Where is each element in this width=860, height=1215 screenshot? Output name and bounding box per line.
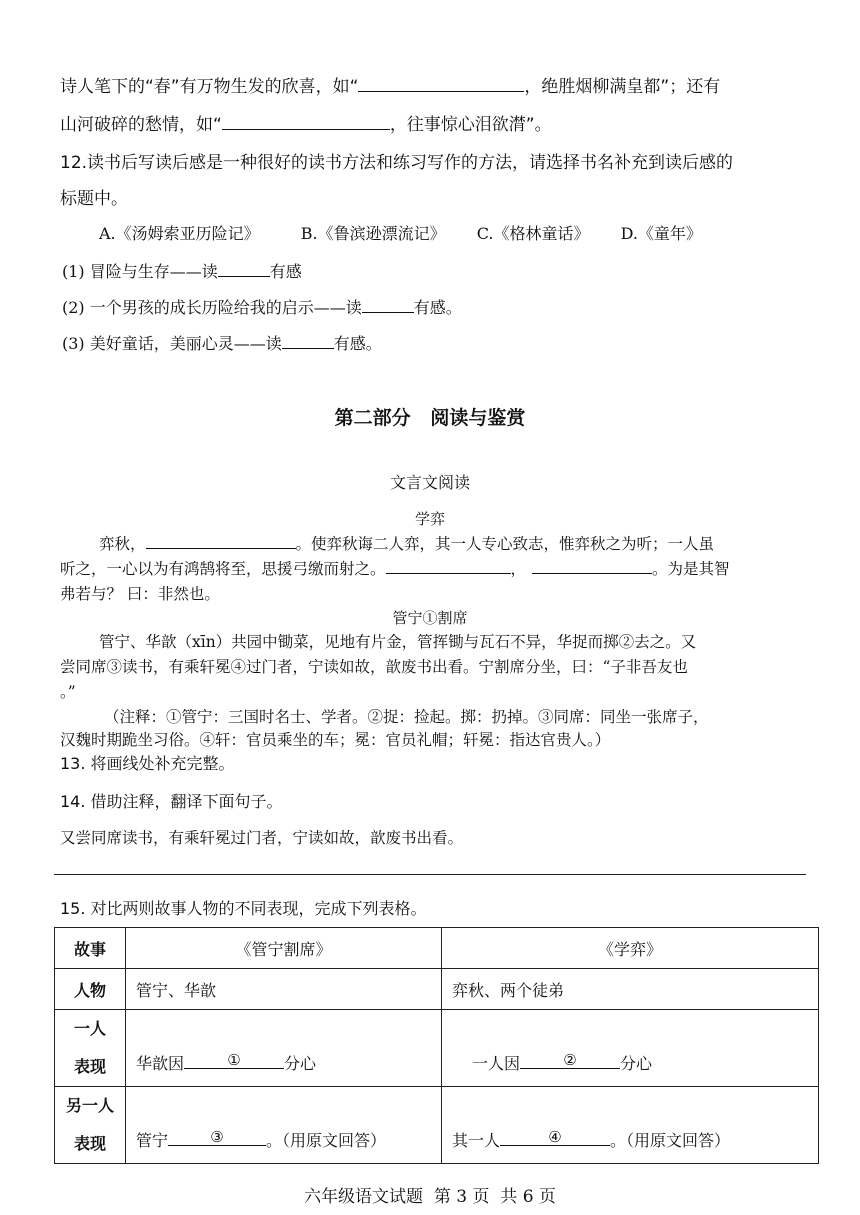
option-c: C.《格林童话》 xyxy=(476,224,590,243)
q12-item-3-text: (3) 美好童话，美丽心灵——读 xyxy=(62,334,282,353)
poem-line-2-a: 山河破碎的愁情，如“ xyxy=(60,115,222,135)
poem-line-1-b: ，绝胜烟柳满皇都”；还有 xyxy=(524,77,721,97)
q12-item-2 xyxy=(62,296,860,320)
table-row xyxy=(55,1010,819,1087)
answer-blank-2[interactable] xyxy=(222,113,390,130)
blank-number-1: ① xyxy=(227,1051,241,1069)
other-2-prefix: 其一人 xyxy=(452,1131,501,1150)
table-row xyxy=(55,928,819,969)
one-person-cell-2 xyxy=(442,1010,819,1087)
poem-line-1 xyxy=(60,75,860,99)
one-2-suffix: 分心 xyxy=(620,1054,653,1073)
q12-item-1-text: (1) 冒险与生存——读 xyxy=(62,262,218,281)
answer-line[interactable] xyxy=(54,874,806,875)
q12-item-1-suffix: 有感 xyxy=(269,262,302,281)
table-blank-4[interactable] xyxy=(500,1129,610,1146)
guanning-note-2: 汉魏时期跪坐习俗。④轩：官员乘坐的车；冕：官员礼帽；轩冕：指达官贵人。） xyxy=(60,731,611,749)
xueyi-blank-1[interactable] xyxy=(146,532,296,549)
story-1-title: 《管宁割席》 xyxy=(126,928,442,969)
table-blank-3[interactable] xyxy=(168,1129,266,1146)
xueyi-line-3: 弗若与？ 曰：非然也。 xyxy=(60,585,220,603)
header-story: 故事 xyxy=(55,928,126,969)
guanning-note-1: （注释：①管宁：三国时名士、学者。②捉：捡起。掷：扔掉。③同席：同坐一张席子， xyxy=(104,708,709,726)
one-person-cell-1 xyxy=(126,1010,442,1087)
xueyi-line-2-b: ， xyxy=(510,560,527,578)
header-one-person xyxy=(55,1010,126,1087)
q12-line-2: 标题中。 xyxy=(60,189,128,209)
answer-blank-1[interactable] xyxy=(358,75,524,92)
one-1-prefix: 华歆因 xyxy=(136,1054,185,1073)
header-one-person-2: 表现 xyxy=(73,1057,106,1076)
q12-blank-3[interactable] xyxy=(282,332,334,349)
option-d: D.《童年》 xyxy=(620,224,702,243)
q12-item-3-suffix: 有感。 xyxy=(333,334,382,353)
story-2-title: 《学弈》 xyxy=(442,928,819,969)
poem-line-1-a: 诗人笔下的“春”有万物生发的欣喜，如“ xyxy=(60,77,359,97)
xueyi-line-2-c: 。为是其智 xyxy=(652,560,730,578)
q12-item-2-text: (2) 一个男孩的成长历险给我的启示——读 xyxy=(62,298,362,317)
xueyi-blank-3[interactable] xyxy=(532,557,652,574)
classical-reading-title: 文言文阅读 xyxy=(389,473,470,492)
table-row xyxy=(55,1087,819,1164)
q14-sentence: 又尝同席读书，有乘轩冕过门者，宁读如故，歆废书出看。 xyxy=(60,829,464,847)
option-b: B.《鲁滨逊漂流记》 xyxy=(300,224,446,243)
xueyi-blank-2[interactable] xyxy=(386,557,511,574)
comparison-table xyxy=(54,927,819,1164)
header-one-person-1: 一人 xyxy=(73,1019,106,1038)
q12-line-1: 12.读书后写读后感是一种很好的读书方法和练习写作的方法，请选择书名补充到读后感的 xyxy=(60,153,734,173)
table-row xyxy=(55,969,819,1010)
other-person-cell-2 xyxy=(442,1087,819,1164)
blank-number-3: ③ xyxy=(210,1128,224,1146)
q12-item-3 xyxy=(62,332,860,356)
poem-line-2-b: ，往事惊心泪欲潸”。 xyxy=(389,115,552,135)
blank-number-2: ② xyxy=(563,1051,577,1069)
q14: 14. 借助注释，翻译下面句子。 xyxy=(60,792,283,811)
other-person-cell-1 xyxy=(126,1087,442,1164)
xueyi-line-1-a: 弈秋， xyxy=(99,535,146,553)
header-people: 人物 xyxy=(55,969,126,1010)
people-2: 弈秋、两个徒弟 xyxy=(442,969,819,1010)
xueyi-line-1-b: 。使弈秋诲二人弈，其一人专心致志，惟弈秋之为听；一人虽 xyxy=(295,535,715,553)
header-other-person xyxy=(55,1087,126,1164)
one-2-prefix: 一人因 xyxy=(472,1054,521,1073)
q12-item-1 xyxy=(62,260,860,284)
page-footer: 六年级语文试题 第 3 页 共 6 页 xyxy=(304,1187,556,1207)
poem-line-2 xyxy=(60,113,860,137)
q12-blank-1[interactable] xyxy=(218,260,270,277)
table-blank-2[interactable] xyxy=(520,1052,620,1069)
q13: 13. 将画线处补充完整。 xyxy=(60,754,235,773)
xueyi-line-1 xyxy=(99,532,860,556)
other-1-suffix: 。（用原文回答） xyxy=(266,1131,387,1150)
header-other-person-2: 表现 xyxy=(73,1134,106,1153)
other-2-suffix: 。（用原文回答） xyxy=(610,1131,731,1150)
q15: 15. 对比两则故事人物的不同表现，完成下列表格。 xyxy=(60,899,427,918)
people-1: 管宁、华歆 xyxy=(126,969,442,1010)
one-1-suffix: 分心 xyxy=(284,1054,317,1073)
blank-number-4: ④ xyxy=(548,1128,562,1146)
part2-title: 第二部分 阅读与鉴赏 xyxy=(334,407,526,429)
q12-options xyxy=(99,222,860,246)
table-blank-1[interactable] xyxy=(184,1052,284,1069)
guanning-line-2: 尝同席③读书，有乘轩冕④过门者，宁读如故，歆废书出看。宁割席分坐，曰：“子非吾友也 xyxy=(60,658,688,676)
guanning-title: 管宁①割席 xyxy=(392,609,468,627)
q12-blank-2[interactable] xyxy=(362,296,414,313)
xueyi-line-2-a: 听之，一心以为有鸿鹄将至，思援弓缴而射之。 xyxy=(60,560,386,578)
q12-item-2-suffix: 有感。 xyxy=(413,298,462,317)
guanning-line-1: 管宁、华歆（xīn）共园中锄菜，见地有片金，管挥锄与瓦石不异，华捉而掷②去之。又 xyxy=(99,633,697,651)
xueyi-title: 学弈 xyxy=(414,510,445,528)
other-1-prefix: 管宁 xyxy=(136,1131,169,1150)
option-a: A.《汤姆索亚历险记》 xyxy=(99,224,260,243)
header-other-person-1: 另一人 xyxy=(65,1096,114,1115)
xueyi-line-2 xyxy=(60,557,860,581)
guanning-line-3: 。” xyxy=(60,683,76,701)
